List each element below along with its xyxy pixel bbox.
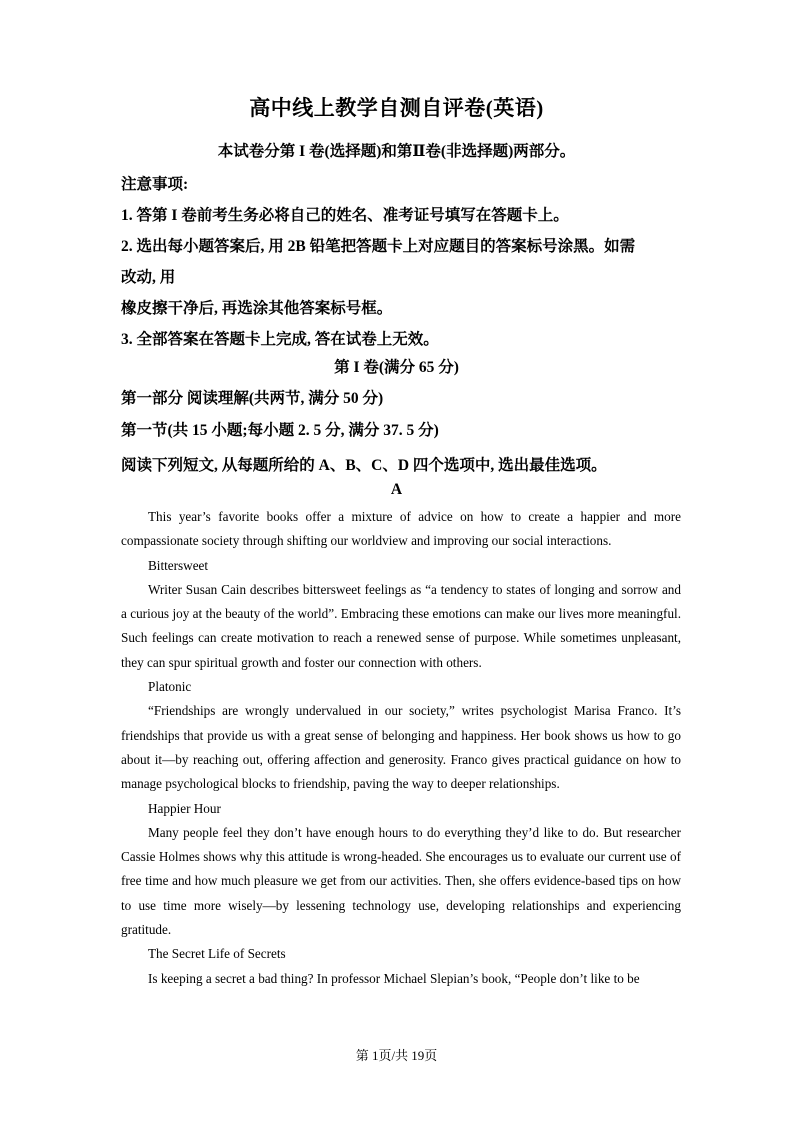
section-heading: 第一节(共 15 小题;每小题 2. 5 分, 满分 37. 5 分) xyxy=(121,422,439,439)
book-text-happier-hour: Many people feel they don’t have enough hours to do everything they’d like to do. But researcher Cassie Holmes shows why this attitude is wrong-headed. She encourages us to evaluate our current use of free time and how much pleasure we get from our activities. Then, she offers evidence-based tips on how to use time more wisely—by lessening technology use, developing relationships and experiencing gratitude. xyxy=(121,824,681,938)
passage-intro: This year’s favorite books offer a mixture of advice on how to create a happier and more compassionate society through shifting our worldview and improving our social interactions. xyxy=(121,509,681,549)
book-title-bittersweet: Bittersweet xyxy=(148,557,209,573)
volume-heading: 第 I 卷(满分 65 分) xyxy=(334,359,459,376)
page-footer: 第 1页/共 19页 xyxy=(355,1048,438,1063)
note-item-2-line-3: 橡皮擦干净后, 再选涂其他答案标号框。 xyxy=(121,300,393,317)
notes-heading: 注意事项: xyxy=(121,176,189,193)
instruction-text: 阅读下列短文, 从每题所给的 A、B、C、D 四个选项中, 选出最佳选项。 xyxy=(121,457,607,474)
note-item-3: 3. 全部答案在答题卡上完成, 答在试卷上无效。 xyxy=(121,331,439,348)
page-title: 高中线上教学自测自评卷(英语) xyxy=(249,96,544,120)
part-heading: 第一部分 阅读理解(共两节, 满分 50 分) xyxy=(121,390,384,407)
passage-label: A xyxy=(390,481,403,498)
book-text-platonic: “Friendships are wrongly undervalued in our society,” writes psychologist Marisa Franco. It’s friendships that provide us with a great sense of belonging and happiness. Her book shows us how to go about it—by reaching out, offering affection and generosity. Franco gives practical guidance on how to manage psychological blocks to friendship, paving the way to deeper relationships. xyxy=(121,703,681,792)
exam-subtitle: 本试卷分第 I 卷(选择题)和第Ⅱ卷(非选择题)两部分。 xyxy=(217,143,576,160)
note-item-2-line-1: 2. 选出每小题答案后, 用 2B 铅笔把答题卡上对应题目的答案标号涂黑。如需 xyxy=(121,238,636,255)
book-title-secret-life: The Secret Life of Secrets xyxy=(148,946,286,962)
book-title-happier-hour: Happier Hour xyxy=(148,800,221,816)
book-text-bittersweet: Writer Susan Cain describes bittersweet feelings as “a tendency to states of longing and sorrow and a curious joy at the beauty of the world”. Embracing these emotions can make our lives more meaningful. Such feelings can create motivation to reach a renewed sense of purpose. While sometimes unpleasant, they can spur spiritual growth and foster our connection with others. xyxy=(121,581,681,670)
book-text-secret-life: Is keeping a secret a bad thing? In professor Michael Slepian’s book, “People don’t like to be xyxy=(148,970,640,986)
passage-body xyxy=(121,505,681,991)
note-item-1: 1. 答第 I 卷前考生务必将自己的姓名、准考证号填写在答题卡上。 xyxy=(121,207,569,224)
note-item-2-line-2: 改动, 用 xyxy=(121,269,176,286)
book-title-platonic: Platonic xyxy=(148,679,192,695)
